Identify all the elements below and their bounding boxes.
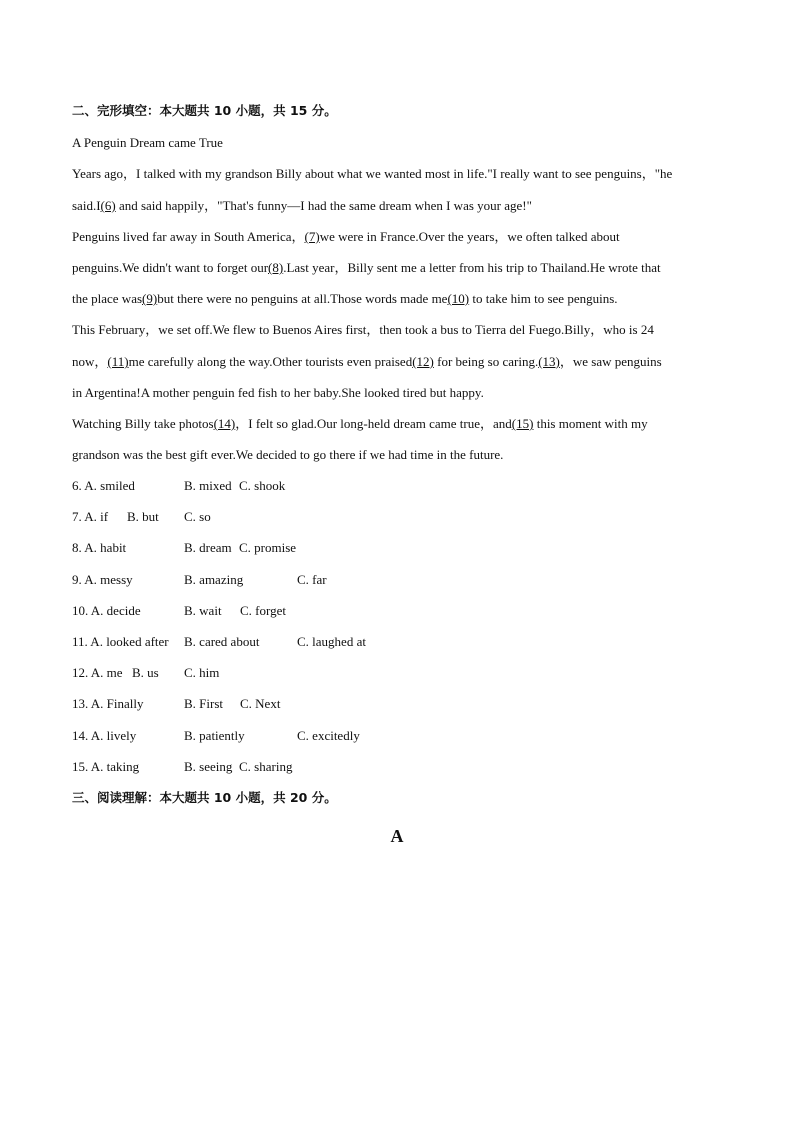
question-12 — [72, 665, 220, 681]
blank-number: (10) — [447, 291, 470, 306]
option-c: C. sharing — [239, 759, 293, 774]
passage-text: and said happily，"That's funny—I had the same dream when I was your age!" — [115, 198, 532, 213]
option-a: 6. A. smiled — [72, 478, 135, 493]
passage-line — [72, 260, 661, 276]
option-a: 15. A. taking — [72, 759, 140, 774]
option-c: C. so — [184, 509, 211, 524]
section2-heading: 二、完形填空：本大题共 10 小题，共 15 分。 — [72, 103, 337, 118]
blank-number: (14) — [213, 416, 236, 431]
option-c: C. Next — [240, 696, 281, 711]
option-a: 14. A. lively — [72, 728, 137, 743]
blank-number: (15) — [511, 416, 534, 431]
passage-line — [72, 229, 620, 245]
option-a: 7. A. if — [72, 509, 109, 524]
question-8 — [72, 540, 297, 556]
blank-number: (9) — [142, 291, 158, 306]
blank-number: (13) — [538, 354, 560, 369]
option-b: B. First — [184, 696, 224, 711]
question-6 — [72, 478, 286, 494]
option-c: C. forget — [240, 603, 286, 618]
passage-line — [72, 291, 618, 307]
question-15 — [72, 759, 293, 775]
passage-line — [72, 198, 532, 214]
passage-line — [72, 447, 503, 463]
passage-line — [72, 166, 672, 182]
passage-text: Years ago，I talked with my grandson Billy about what we wanted most in life."I really want to see penguins，"he — [72, 166, 673, 181]
option-b: B. mixed — [184, 478, 232, 493]
passage-text: said.I — [72, 198, 101, 213]
option-c: C. excitedly — [297, 728, 360, 743]
option-b: B. cared about — [184, 634, 260, 649]
option-b: B. dream — [184, 540, 232, 555]
question-10 — [72, 603, 286, 619]
passage-text: .Last year，Billy sent me a letter from his trip to Thailand.He wrote that — [283, 260, 661, 275]
option-b: B. patiently — [184, 728, 245, 743]
section3-heading: 三、阅读理解：本大题共 10 小题，共 20 分。 — [72, 790, 337, 805]
question-11 — [72, 634, 366, 650]
passage-text: to take him to see penguins. — [469, 291, 618, 306]
passage-text: This February，we set off.We flew to Buenos Aires first，then took a bus to Tierra del Fuego.Billy，who is 24 — [72, 322, 654, 337]
question-13 — [72, 696, 281, 712]
option-b: B. us — [132, 665, 159, 680]
option-b: B. amazing — [184, 572, 244, 587]
option-a: 11. A. looked after — [72, 634, 169, 649]
passage-text: the place was — [72, 291, 143, 306]
passage-line — [72, 322, 654, 338]
option-a: 13. A. Finally — [72, 696, 144, 711]
passage-line — [72, 354, 662, 370]
option-a: 8. A. habit — [72, 540, 127, 555]
passage-text: but there were no penguins at all.Those words made me — [157, 291, 448, 306]
question-7 — [72, 509, 211, 525]
option-b: B. wait — [184, 603, 222, 618]
passage-text: we were in France.Over the years，we often talked about — [319, 229, 620, 244]
option-a: 9. A. messy — [72, 572, 133, 587]
option-b: B. but — [127, 509, 159, 524]
section-a-label: A — [390, 826, 404, 846]
passage-text: ，we saw penguins — [559, 354, 662, 369]
passage-text: this moment with my — [533, 416, 648, 431]
passage-text: now， — [72, 354, 108, 369]
passage-text: in Argentina!A mother penguin fed fish to her baby.She looked tired but happy. — [72, 385, 484, 400]
option-b: B. seeing — [184, 759, 233, 774]
blank-number: (11) — [107, 354, 129, 369]
passage-line — [72, 416, 648, 432]
blank-number: (12) — [412, 354, 434, 369]
passage-text: me carefully along the way.Other tourists even praised — [128, 354, 413, 369]
option-a: 12. A. me — [72, 665, 123, 680]
option-a: 10. A. decide — [72, 603, 141, 618]
passage-text: Watching Billy take photos — [72, 416, 214, 431]
passage-text: Penguins lived far away in South America， — [72, 229, 305, 244]
option-c: C. promise — [239, 540, 297, 555]
option-c: C. him — [184, 665, 220, 680]
option-c: C. laughed at — [297, 634, 366, 649]
passage-line — [72, 385, 484, 401]
blank-number: (6) — [100, 198, 116, 213]
option-c: C. shook — [239, 478, 286, 493]
passage-text: penguins.We didn't want to forget our — [72, 260, 269, 275]
passage-text: grandson was the best gift ever.We decided to go there if we had time in the future. — [72, 447, 504, 462]
passage-text: for being so caring. — [433, 354, 539, 369]
option-c: C. far — [297, 572, 327, 587]
blank-number: (8) — [268, 260, 284, 275]
blank-number: (7) — [304, 229, 320, 244]
passage-text: ，I felt so glad.Our long-held dream came true，and — [235, 416, 512, 431]
question-9 — [72, 572, 327, 588]
question-14 — [72, 728, 360, 744]
passage-title: A Penguin Dream came True — [72, 135, 223, 150]
